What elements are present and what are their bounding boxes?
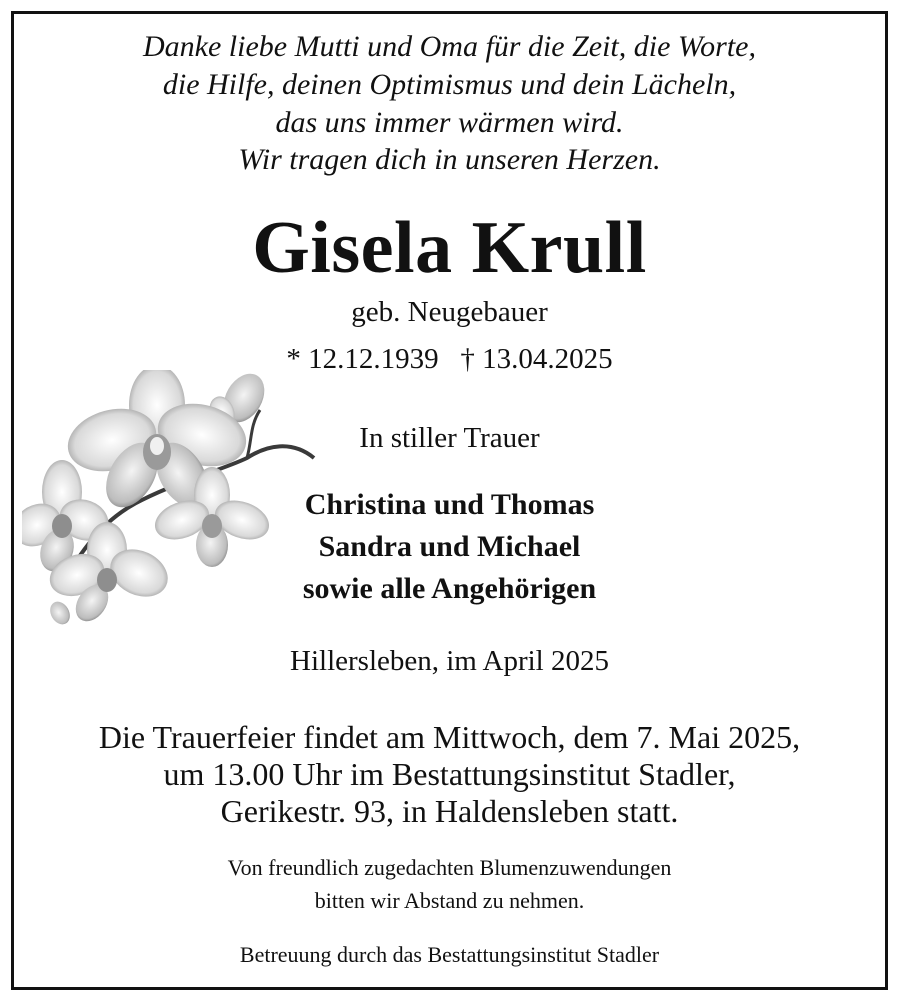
verse-line-1: Danke liebe Mutti und Oma für die Zeit, die Worte, — [143, 30, 756, 63]
mourner-line-1: Christina und Thomas — [304, 488, 595, 521]
ceremony-line-2: um 13.00 Uhr im Bestattungsinstitut Stadler, — [163, 756, 736, 792]
verse-line-3: das uns immer wärmen wird. — [275, 106, 624, 139]
ceremony-line-1: Die Trauerfeier findet am Mittwoch, dem 7. Mai 2025, — [98, 719, 801, 755]
flowers-note-line-1: Von freundlich zugedachten Blumenzuwendungen — [227, 855, 672, 880]
place-date: Hillersleben, im April 2025 — [290, 645, 609, 677]
deceased-name: Gisela Krull — [252, 207, 647, 289]
mourner-line-2: Sandra und Michael — [318, 530, 581, 563]
birth-name: geb. Neugebauer — [351, 296, 548, 328]
flowers-note-line-2: bitten wir Abstand zu nehmen. — [314, 888, 585, 913]
undertaker: Betreuung durch das Bestattungsinstitut Stadler — [239, 942, 660, 967]
life-dates: * 12.12.1939 † 13.04.2025 — [286, 343, 613, 375]
verse-line-2: die Hilfe, deinen Optimismus und dein Lächeln, — [162, 68, 737, 101]
mourning-phrase: In stiller Trauer — [359, 422, 540, 454]
mourner-line-3: sowie alle Angehörigen — [302, 572, 597, 605]
ceremony-line-3: Gerikestr. 93, in Haldensleben statt. — [220, 793, 679, 829]
verse-line-4: Wir tragen dich in unseren Herzen. — [238, 143, 661, 176]
